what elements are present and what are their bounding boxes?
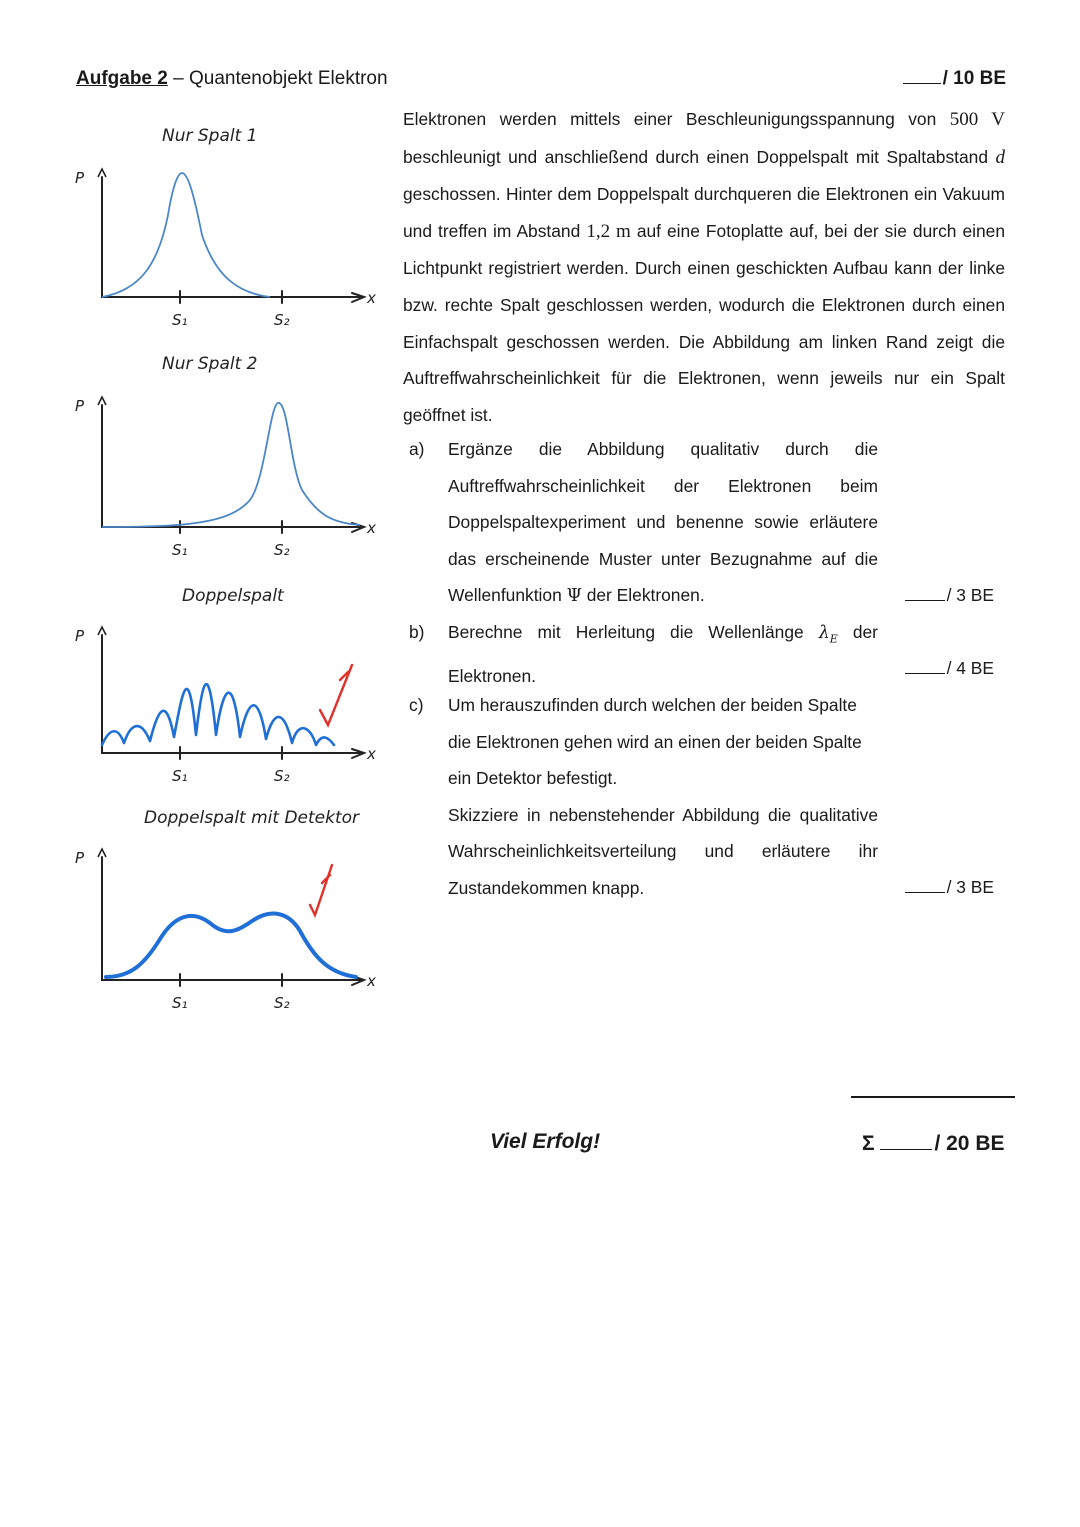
task-a-points — [905, 577, 994, 614]
task-a-points-label: / 3 BE — [946, 585, 994, 605]
graph3-x-label: x — [367, 745, 376, 763]
graph2-title: Nur Spalt 2 — [162, 354, 258, 374]
task-a-end: der Elektronen. — [586, 585, 705, 606]
lambda-subscript: E — [829, 632, 838, 646]
task-a-text — [448, 431, 878, 615]
task-b — [403, 614, 1008, 689]
intro-text-3: geschossen. Hinter dem Doppelspalt durchqueren die Elektronen ein Vakuum und treffen im Abstand — [403, 184, 1005, 241]
graph3-slit1-label: S₁ — [172, 767, 188, 785]
intro-paragraph — [403, 101, 1005, 433]
task-c — [403, 687, 1008, 907]
single-slit-2-curve — [102, 403, 360, 527]
graph1-slit2-label: S₂ — [274, 311, 290, 329]
task-c-score-blank[interactable] — [905, 890, 945, 893]
intro-text-4: auf eine Fotoplatte auf, bei der sie durch einen Lichtpunkt registriert werden. Durch einen geschickten Aufbau kann der linke bzw. rechte Spalt geschlossen werden, wodurch die Elektronen durch einen Einfachspalt geschossen werden. Die Abbildung am linken Rand zeigt die Auftreffwahrscheinlichkeit für die Elektronen, wenn jeweils nur ein Spalt geöffnet ist. — [403, 220, 1006, 425]
score-blank[interactable] — [903, 81, 941, 84]
graph3-slit2-label: S₂ — [274, 767, 290, 785]
task-a-score-blank[interactable] — [905, 598, 945, 601]
task-b-letter: b) — [409, 622, 425, 642]
task-points-label: / 10 BE — [942, 68, 1006, 89]
single-slit-1-curve — [102, 173, 270, 297]
task-points — [903, 68, 1006, 90]
graph1-x-label: x — [367, 289, 376, 307]
graph2-x-label: x — [367, 519, 376, 537]
graph2-axes — [102, 405, 360, 527]
task-c-points — [905, 869, 994, 906]
graph4-y-label: P — [75, 849, 85, 867]
graph4-slit2-label: S₂ — [274, 994, 290, 1012]
voltage-value: 500 V — [949, 109, 1005, 130]
slit-distance-symbol: d — [995, 146, 1005, 168]
task-header — [76, 68, 1006, 94]
psi-symbol: Ψ — [566, 586, 582, 607]
task-b-points — [905, 650, 994, 687]
distance-value: 1,2 m — [586, 220, 631, 242]
task-c-letter: c) — [409, 695, 424, 715]
lambda-symbol — [818, 623, 838, 646]
task-b-end: der Elektronen. — [448, 622, 878, 687]
total-points-label: / 20 BE — [934, 1132, 1005, 1155]
task-c-points-label: / 3 BE — [946, 877, 994, 897]
total-points — [862, 1132, 1005, 1156]
task-label: Aufgabe 2 — [76, 68, 168, 89]
task-b-main: Berechne mit Herleitung die Wellenlänge — [448, 622, 804, 642]
graph2-slit2-label: S₂ — [274, 541, 290, 559]
graph2-y-label: P — [75, 397, 85, 415]
graph1-axes — [102, 177, 360, 297]
task-b-text — [448, 614, 878, 695]
sum-divider — [851, 1096, 1015, 1098]
sigma-icon: Σ — [862, 1132, 875, 1155]
task-b-points-label: / 4 BE — [946, 658, 994, 678]
task-title — [76, 68, 388, 90]
graph2-slit1-label: S₁ — [172, 541, 188, 559]
good-luck-text: Viel Erfolg! — [490, 1130, 601, 1153]
graph3-title: Doppelspalt — [182, 586, 284, 606]
intro-text-1: Elektronen werden mittels einer Beschleunigungsspannung von — [403, 109, 937, 129]
task-a-main: Ergänze die Abbildung qualitativ durch die Auftreffwahrscheinlichkeit der Elektronen beim Doppelspaltexperiment und benenne sowie erläutere das erscheinende Muster unter Bezugnahme auf die Wellenfunktion — [448, 439, 878, 606]
task-subject: – Quantenobjekt Elektron — [173, 68, 388, 89]
probability-sketches — [70, 105, 390, 1025]
task-c-text-1: Um herauszufinden durch welchen der beiden Spalte die Elektronen gehen wird an einen der beiden Spalte ein Detektor befestigt. — [448, 695, 862, 789]
graph4-title: Doppelspalt mit Detektor — [144, 808, 360, 828]
check-icon — [310, 665, 352, 915]
detector-curve — [106, 914, 356, 977]
task-a-letter: a) — [409, 439, 425, 459]
task-b-score-blank[interactable] — [905, 671, 945, 674]
graph1-y-label: P — [75, 169, 85, 187]
graph1-slit1-label: S₁ — [172, 311, 188, 329]
task-c-text — [448, 687, 878, 907]
double-slit-interference-curve — [102, 684, 334, 745]
graph4-slit1-label: S₁ — [172, 994, 188, 1012]
intro-text-2: beschleunigt und anschließend durch einen Doppelspalt mit Spaltabstand — [403, 146, 989, 167]
graph4-x-label: x — [367, 972, 376, 990]
total-score-blank[interactable] — [880, 1147, 932, 1150]
graph1-title: Nur Spalt 1 — [162, 126, 258, 146]
graph3-y-label: P — [75, 627, 85, 645]
lambda-glyph: λ — [818, 623, 830, 643]
task-a — [403, 431, 1008, 611]
task-c-text-2: Skizziere in nebenstehender Abbildung die qualitative Wahrscheinlichkeitsverteilung und erläutere ihr Zustandekommen knapp. — [448, 804, 878, 898]
